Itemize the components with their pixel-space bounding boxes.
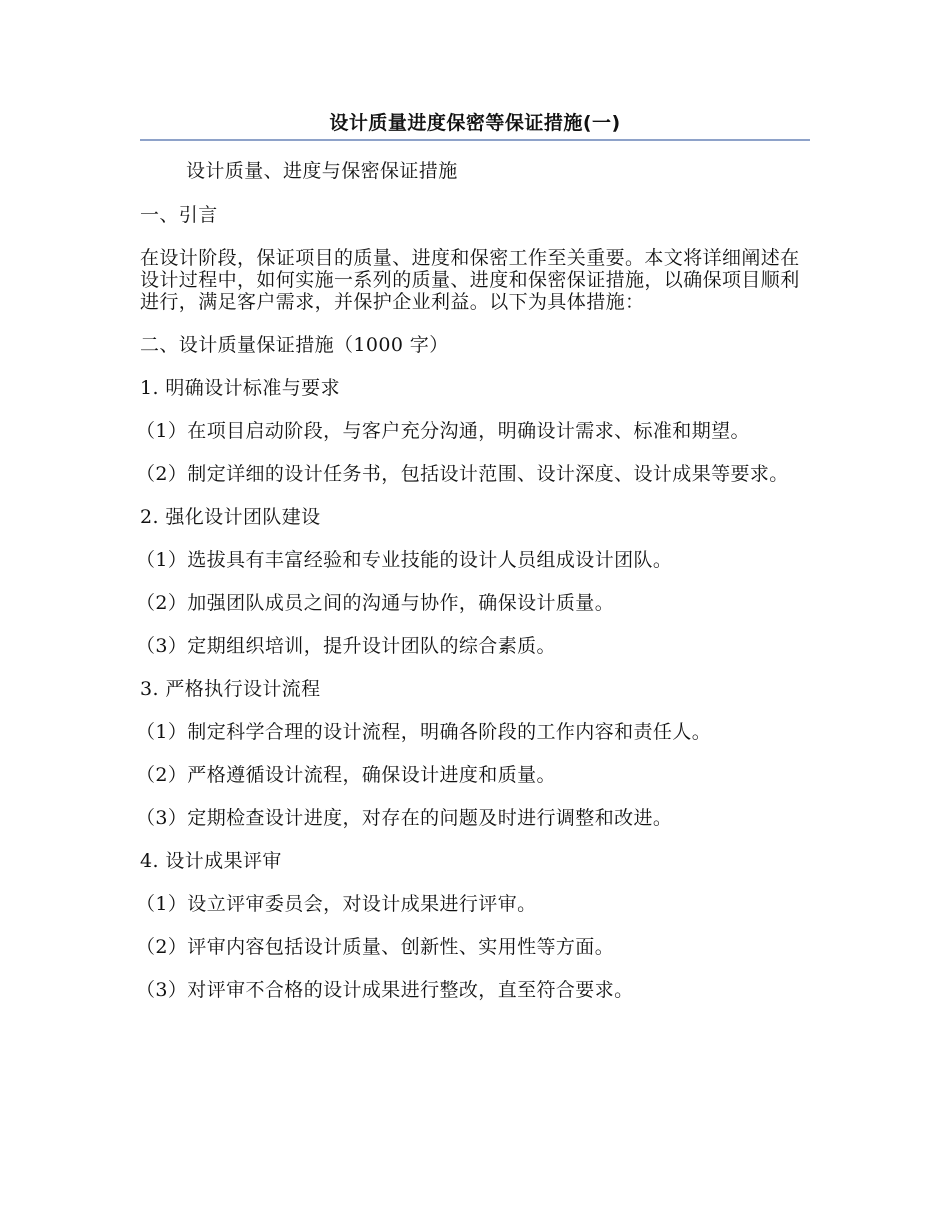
title-underline bbox=[140, 139, 810, 141]
list-item: （3）定期检查设计进度，对存在的问题及时进行调整和改进。 bbox=[136, 807, 673, 829]
section-heading: 一、引言 bbox=[140, 204, 218, 226]
list-item: （2）严格遵循设计流程，确保设计进度和质量。 bbox=[136, 764, 556, 786]
section-heading: 4. 设计成果评审 bbox=[140, 850, 282, 872]
section-heading: 1. 明确设计标准与要求 bbox=[140, 377, 340, 399]
list-item: （2）制定详细的设计任务书，包括设计范围、设计深度、设计成果等要求。 bbox=[136, 463, 789, 485]
section-heading: 3. 严格执行设计流程 bbox=[140, 678, 321, 700]
list-item: （1）选拔具有丰富经验和专业技能的设计人员组成设计团队。 bbox=[136, 549, 673, 571]
list-item: （3）对评审不合格的设计成果进行整改，直至符合要求。 bbox=[136, 979, 634, 1001]
section-heading: 2. 强化设计团队建设 bbox=[140, 506, 321, 528]
paragraph-list bbox=[136, 204, 810, 1001]
list-item: （3）定期组织培训，提升设计团队的综合素质。 bbox=[136, 635, 556, 657]
list-item: （2）加强团队成员之间的沟通与协作，确保设计质量。 bbox=[136, 592, 615, 614]
list-item: （1）设立评审委员会，对设计成果进行评审。 bbox=[136, 893, 537, 915]
section-heading: 二、设计质量保证措施（1000 字） bbox=[140, 334, 449, 356]
list-item: （1）在项目启动阶段，与客户充分沟通，明确设计需求、标准和期望。 bbox=[136, 420, 750, 442]
document-subtitle: 设计质量、进度与保密保证措施 bbox=[186, 160, 458, 182]
document-body bbox=[136, 160, 810, 1022]
list-item: （1）制定科学合理的设计流程，明确各阶段的工作内容和责任人。 bbox=[136, 721, 712, 743]
document-title: 设计质量进度保密等保证措施(一) bbox=[329, 112, 621, 134]
list-item: （2）评审内容包括设计质量、创新性、实用性等方面。 bbox=[136, 936, 615, 958]
body-paragraph: 在设计阶段，保证项目的质量、进度和保密工作至关重要。本文将详细阐述在设计过程中，如何实施一系列的质量、进度和保密保证措施，以确保项目顺利进行，满足客户需求，并保护企业利益。以下为具体措施： bbox=[140, 247, 800, 313]
